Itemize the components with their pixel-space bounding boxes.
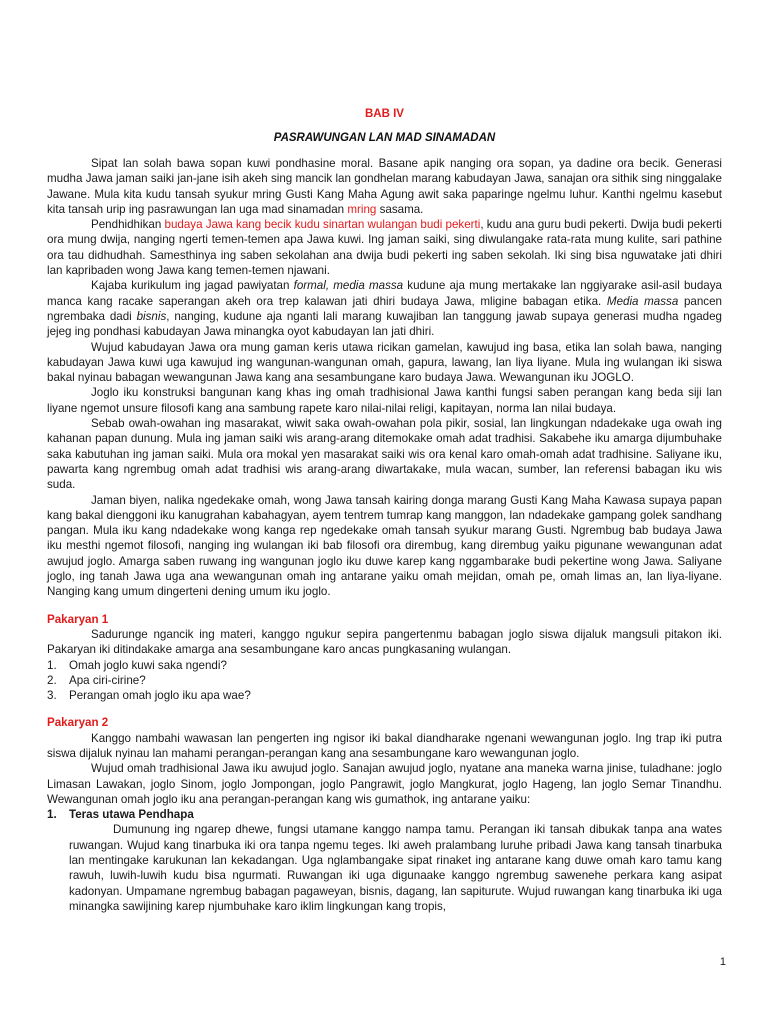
paragraph: Wujud kabudayan Jawa ora mung gaman keris utawa ricikan gamelan, kawujud ing basa, etika lan solah bawa, nanging kabudayan Jawa kuwi uga kawujud ing wangunan-wangunan omah, gapura, lawang, lan liya liyane. Mula ing wulangan iki siswa bakal nyinau babagan wewangunan Jawa kang ana sesambungane karo budaya Jawa. Wewangunan iku JOGLO. bbox=[47, 340, 722, 385]
section-heading: Pakaryan 2 bbox=[47, 716, 109, 730]
section-heading: Pakaryan 1 bbox=[47, 612, 109, 626]
chapter-title: PASRAWUNGAN LAN MAD SINAMADAN bbox=[273, 132, 496, 144]
paragraph: Joglo iku konstruksi bangunan kang khas ing omah tradhisional Jawa kanthi fungsi saben perangan kang beda siji lan liyane ngemot unsure filosofi kang ana sambung rapete karo nilai-nilai religi, kapitayan, norma lan nilai budaya. bbox=[47, 386, 722, 415]
question-list bbox=[47, 658, 722, 704]
paragraph: Sebab owah-owahan ing masarakat, wiwit saka owah-owahan pola pikir, sosial, lan lingkungan ndadekake uga owah ing kahanan papan dunung. Mula ing jaman saiki wis arang-arang ditemokake omah adat tradhisi. Sakabehe iku amarga dijumbuhake saka kabutuhan ing jaman saiki. Mula ora mokal yen masarakat saiki wis ora kenal karo omah-omah adat tradhisine. Saliyane iku, pawarta kang ngrembug omah adat tradhisi wis arang-arang diwartakake, mula wacan, sumber, lan referensi babagan iku wis suda. bbox=[47, 417, 722, 492]
paragraph: Pendhidhikan budaya Jawa kang becik kudu sinartan wulangan budi pekerti, kudu ana guru budi pekerti. Dwija budi pekerti ora mung dwija, nanging ngerti temen-temen apa Jawa kuwi. Ing jaman saiki, sing diwulangake rata-rata mung kulite, sari pathine ora tau didhudhah. Samesthinya ing saben sekolahan ana dwija budi pekerti ing saben sekolah. Iki sing bisa nguwatake jati dhiri lan kapribaden wong Jawa kang temen-temen njawani. bbox=[47, 218, 723, 278]
paragraph: Kajaba kurikulum ing jagad pawiyatan formal, media massa kudune aja mung mertakake lan nggiyarake asil-asil budaya manca kang racake saperangan akeh ora trep kalawan jati dhiri budaya Jawa, mligine babagan etika. Media massa pancen ngrembaka dadi bisnis, nanging, kudune aja nganti lali marang kuwajiban lan tanggung jawab supaya generasi mudha ngadeg jejeg ing pondhasi kabudayan Jawa minangka oyot kabudayan lan jati dhiri. bbox=[47, 279, 722, 339]
list-item: 1. Omah joglo kuwi saka ngendi? bbox=[47, 658, 227, 672]
paragraph: Sipat lan solah bawa sopan kuwi pondhasine moral. Basane apik nanging ora sopan, ya dadine ora becik. Generasi mudha Jawa jaman saiki jan-jane isih akeh sing mancik lan gondhelan marang kabudayan Jawa, sanajan ora sithik sing ninggalake Jawane. Mula kita kudu tansah syukur mring Gusti Kang Maha Agung awit saka paparinge ngelmu luhur. Kanthi ngelmu kasebut kita tansah urip ing pasrawungan lan uga mad sinamadan mring sasama. bbox=[47, 157, 722, 216]
paragraph: Sadurunge ngancik ing materi, kanggo ngukur sepira pangertenmu babagan joglo siswa dijaluk mangsuli pitakon iki. Pakaryan iki ditindakake amarga ana sesambungane karo ancas pungkasaning wulangan. bbox=[47, 627, 722, 657]
paragraph: Dumunung ing ngarep dhewe, fungsi utamane kanggo nampa tamu. Perangan iki tansah dibukak tanpa ana wates ruwangan. Wujud kang tinarbuka iki ora tanpa ngemu teges. Iki aweh pralambang luruhe pribadi Jawa kang tansah tinarbuka lan mentingake karukunan lan kekadangan. Uga nglambangake sipat rinaket ing antarane kang duwe omah karo tamu kang rawuh, luwih-luwih kudu bisa ngurmati. Ruwangan iki uga digunaake kanggo ngrembug sawenehe perkara kang asipat kadonyan. Umpamane ngrembug babagan pagaweyan, bisnis, dagang, lan sapiturute. Wujud ruwangan kang tinarbuka iki uga minangka sawijining karep njumbuhake karo iklim lingkungan kang tropis, bbox=[69, 823, 722, 913]
list-item: 2. Apa ciri-cirine? bbox=[47, 673, 146, 687]
subsection-heading: 1. Teras utawa Pendhapa bbox=[47, 808, 194, 822]
paragraph: Jaman biyen, nalika ngedekake omah, wong Jawa tansah kairing donga marang Gusti Kang Maha Kawasa supaya papan kang bakal dienggoni iku kanugrahan kabahagyan, ayem tentrem tumrap kang manggon, lan ndadekake gampang golek sandhang pangan. Mula iku kang ndadekake wong kanga rep ngedekake omah tansah syukur marang Gusti. Ngrembug bab budaya Jawa iku mesthi ngemot filosofi, nanging ing wulangan iki bab filosofi ora dirembug, kang dirembug yaiku pigunane wewangunan adat awujud joglo. Amarga saben ruwang ing wangunan joglo iku duwe karep kang nggambarake budi pekertine wong Jawa. Saliyane joglo, ing tanah Jawa uga ana wewangunan omah ing antarane yaiku omah mejidan, omah pe, omah limas an, lan liya-liyane. Nanging kang umum dingerteni dening umum iku joglo. bbox=[47, 493, 722, 599]
paragraph: Kanggo nambahi wawasan lan pengerten ing ngisor iki bakal diandharake ngenani wewangunan joglo. Ing trap iki putra siswa dijaluk nyinau lan mahami perangan-perangan kang ana sesambungane karo wewangunan joglo. bbox=[47, 731, 722, 760]
paragraph: Wujud omah tradhisional Jawa iku awujud joglo. Sanajan awujud joglo, nyatane ana maneka warna jinise, tuladhane: joglo Limasan Lawakan, joglo Sinom, joglo Jompongan, joglo Pangrawit, joglo Mangkurat, joglo Hageng, lan joglo Semar Tinandhu. Wewangunan omah joglo iku ana perangan-perangan kang wis gumathok, ing antarane yaiku: bbox=[47, 762, 722, 806]
chapter-heading: BAB IV bbox=[365, 108, 404, 120]
subsection-body bbox=[47, 822, 722, 914]
page-number: 1 bbox=[719, 956, 726, 968]
list-item: 3. Perangan omah joglo iku apa wae? bbox=[47, 689, 251, 703]
